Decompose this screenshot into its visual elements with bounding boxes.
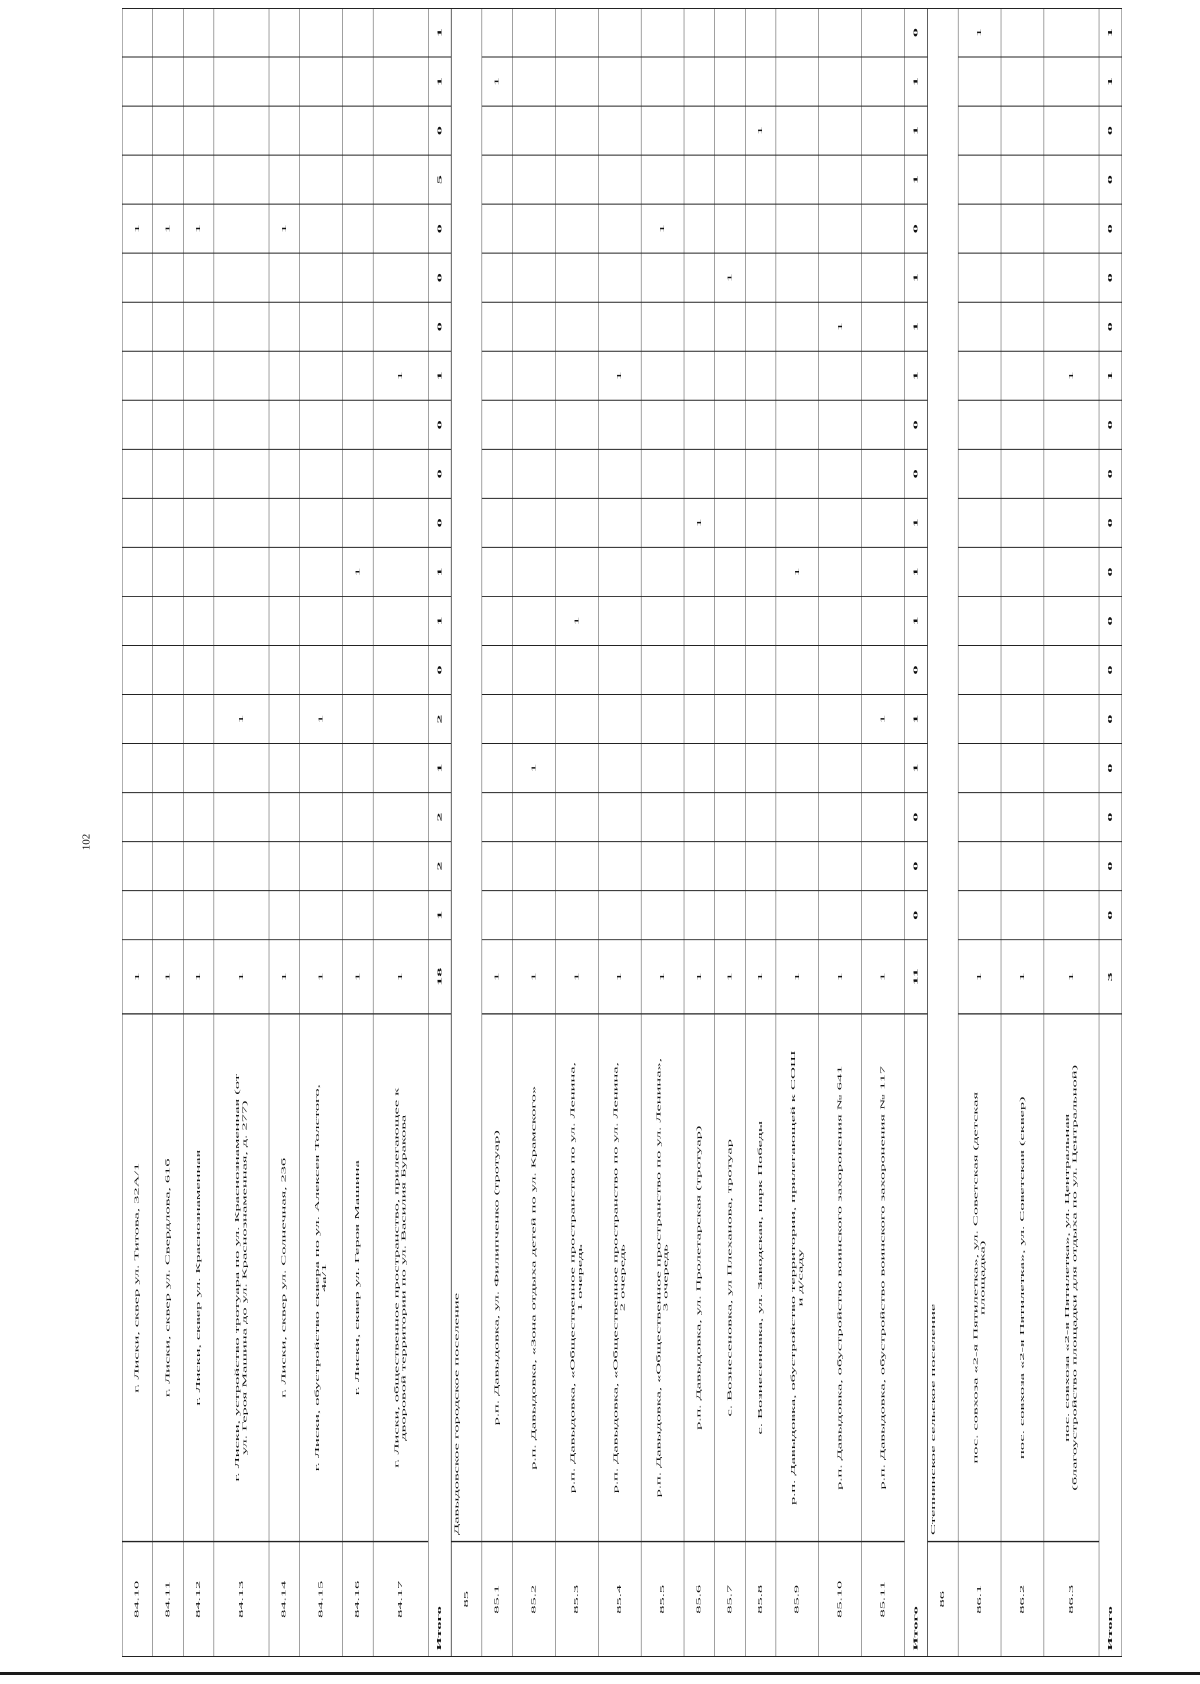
row-total: 1 [316,972,325,982]
object-name: 4а/1 [320,1263,328,1292]
itogo-value: 1 [911,273,920,283]
itogo-value: 1 [911,77,920,87]
row-mark: 1 [132,224,141,234]
row-number: 84.10 [133,1580,141,1618]
itogo-label: Итого [912,1606,919,1651]
itogo-label: Итого [435,1606,443,1651]
row-number: 85.10 [836,1580,844,1618]
row-total: 1 [353,972,361,982]
object-name: р.п. Давыдовка, «Общественное пространство по ул. Ленина», [654,1058,662,1498]
itogo-value: 1 [911,567,920,577]
row-number: 85.4 [615,1584,623,1614]
object-name: г. Лиски, общественное пространство, прилегающее к [393,1087,400,1468]
itogo-label: Итого [1106,1606,1114,1651]
row-mark: 1 [492,77,501,87]
object-name: пос. совхоза «2-я Пятилетка», ул. Центральная [1063,1113,1071,1442]
object-name: г. Лиски, сквер ул. Солнечная, 23б [280,1157,288,1398]
itogo-value: 0 [911,27,920,38]
settlement-name: Степнянское сельское поселение [929,1303,937,1535]
rotated-table [122,8,1122,1657]
cell-texts [133,8,1114,1650]
object-name: р.п. Давыдовка, «Зона отдыха детей по ул. Крамского» [529,1085,537,1470]
row-mark: 1 [878,714,887,724]
object-name: с. Вознесеновка, ул Плеханова, тротуар [725,1139,733,1417]
itogo-value: 1 [435,27,443,38]
row-number: 86.2 [1018,1584,1026,1614]
object-name: 2 очередь [619,1244,627,1312]
row-total: 1 [975,972,983,982]
object-name: пос. совхоза «2-я Пятилетка», ул. Советская (детская [971,1091,979,1464]
itogo-total: 11 [911,968,920,986]
row-number: 84.17 [396,1580,404,1618]
row-mark: 1 [615,371,623,381]
row-mark: 1 [572,616,580,626]
row-number: 85.11 [879,1581,886,1618]
itogo-value: 0 [435,224,443,234]
itogo-value: 0 [1106,910,1114,920]
row-mark: 1 [695,518,703,528]
settlement-number: 85 [462,1591,470,1608]
row-mark: 1 [396,371,404,381]
object-name: площадка) [979,1240,987,1315]
row-total: 1 [396,972,404,982]
itogo-value: 1 [911,371,920,381]
itogo-value: 0 [1106,420,1114,430]
itogo-value: 0 [1106,665,1114,675]
itogo-value: 1 [911,518,920,528]
row-total: 1 [529,972,537,982]
row-total: 1 [1018,972,1026,982]
itogo-value: 0 [435,420,443,430]
row-number: 84.16 [353,1580,361,1618]
itogo-value: 1 [911,616,920,626]
object-name: р.п. Давыдовка, обустройство воинского захоронения № 641 [836,1065,844,1490]
row-total: 1 [237,972,245,982]
itogo-total: 18 [435,967,443,986]
row-total: 1 [492,972,501,982]
object-name: 3 очередь [662,1244,670,1312]
itogo-value: 0 [1106,175,1114,185]
itogo-value: 0 [435,518,443,528]
itogo-value: 1 [911,714,920,724]
itogo-value: 1 [1106,27,1114,38]
itogo-value: 2 [435,812,443,822]
itogo-value: 0 [1106,224,1114,234]
object-name: р.п. Давыдовка, обустройство воинского захоронения № 117 [879,1065,886,1490]
row-total: 1 [793,972,801,982]
scan-edge-line [0,1672,1200,1675]
row-number: 84.15 [317,1580,324,1618]
row-number: 86.1 [975,1584,983,1614]
row-number: 84.11 [163,1581,171,1618]
itogo-value: 1 [435,910,443,920]
itogo-value: 2 [435,861,443,871]
row-number: 85.9 [793,1584,801,1614]
itogo-value: 0 [911,861,920,871]
row-total: 1 [615,972,623,982]
itogo-value: 0 [435,469,443,479]
row-total: 1 [695,972,703,982]
itogo-value: 1 [1106,77,1114,87]
itogo-value: 1 [911,175,920,185]
row-total: 1 [756,972,764,982]
row-total: 1 [725,972,733,982]
row-mark: 1 [756,126,764,136]
object-name: г. Лиски, сквер ул. Титова, 32А/1 [133,1162,141,1393]
settlement-name: Давыдовское городское поселение [453,1292,461,1535]
row-total: 1 [280,972,288,982]
itogo-value: 1 [911,322,920,332]
row-mark: 1 [725,273,733,283]
row-number: 86.3 [1067,1584,1075,1614]
object-name: г. Лиски, обустройство сквера по ул. Алексея Толстого, [313,1084,321,1472]
row-mark: 1 [163,224,171,234]
itogo-value: 0 [1106,763,1114,773]
row-number: 85.8 [756,1584,764,1614]
row-mark: 1 [975,27,983,38]
object-name: и д/саду [797,1249,804,1307]
row-total: 1 [878,972,887,982]
row-mark: 1 [793,567,801,577]
object-name: г. Лиски, устройство тротуара по ул. Краснознаменная (от [233,1073,241,1482]
itogo-value: 1 [435,371,443,381]
itogo-value: 0 [911,469,920,479]
row-mark: 1 [658,224,666,234]
row-mark: 1 [316,714,325,724]
itogo-value: 5 [435,175,443,185]
itogo-value: 0 [435,322,443,332]
object-name: р.п. Давыдовка, ул. Филипченко (тротуар) [493,1130,501,1426]
object-name: р.п. Давыдовка, обустройство территории, прилегающей к СОШ [789,1050,797,1505]
itogo-value: 0 [911,812,920,822]
object-name: 1 очередь [576,1244,584,1312]
row-total: 1 [658,972,666,982]
itogo-value: 0 [1106,469,1114,479]
itogo-value: 0 [911,665,920,675]
row-number: 85.2 [529,1584,537,1614]
row-mark: 1 [280,224,288,234]
itogo-value: 0 [1106,567,1114,577]
row-number: 85.5 [658,1584,666,1614]
object-name: (благоустройство площадки для отдыха по ул. Центральной) [1071,1064,1078,1491]
object-name: р.п. Давыдовка, ул. Пролетарская (тротуар) [695,1125,703,1430]
itogo-value: 0 [1106,616,1114,626]
row-number: 84.13 [237,1580,245,1618]
itogo-value: 0 [911,420,920,430]
row-number: 84.12 [194,1580,202,1618]
itogo-value: 1 [911,126,920,136]
row-number: 85.7 [725,1584,733,1614]
row-total: 1 [163,972,171,982]
row-mark: 1 [529,763,537,773]
itogo-value: 0 [1106,518,1114,528]
row-number: 84.14 [280,1580,288,1618]
row-mark: 1 [835,322,844,332]
row-total: 1 [194,972,202,982]
row-number: 85.1 [493,1584,501,1614]
itogo-value: 1 [911,763,920,773]
itogo-value: 1 [435,616,443,626]
object-name: р.п. Давыдовка, «Общественное пространство по ул. Ленина, [612,1062,619,1494]
itogo-value: 0 [1106,273,1114,283]
row-number: 85.6 [695,1584,703,1614]
itogo-value: 1 [435,763,443,773]
row-mark: 1 [1067,371,1075,381]
row-mark: 1 [353,567,361,577]
object-name: ул. Героя Машина до ул. Краснознаменная, д. 277) [241,1100,248,1455]
itogo-value: 0 [435,126,443,136]
object-name: дворовой территории по ул. Василия Буракова [400,1114,408,1441]
itogo-value: 1 [435,77,443,87]
row-mark: 1 [237,714,245,724]
object-name: р.п. Давыдовка, «Общественное пространство по ул. Ленина, [569,1062,577,1494]
itogo-value: 1 [1106,371,1114,381]
itogo-value: 0 [1106,322,1114,332]
object-name: г. Лиски, сквер ул. Свердлова, 61б [163,1158,171,1398]
row-total: 1 [132,972,141,982]
settlement-number: 86 [938,1591,946,1608]
row-number: 85.3 [572,1584,580,1614]
row-total: 1 [572,972,580,982]
object-name: г. Лиски, сквер ул. Героя Машина [353,1160,361,1396]
page-number: 102 [80,833,93,851]
itogo-value: 2 [435,714,443,724]
itogo-value: 0 [1106,714,1114,724]
itogo-value: 0 [1106,861,1114,871]
itogo-value: 1 [435,567,443,577]
itogo-value: 0 [435,273,443,283]
itogo-value: 0 [911,224,920,234]
object-name: с. Вознесеновка, ул. Заводская, парк Победы [756,1120,764,1435]
object-name: пос. совхоза «2-я Пятилетка», ул. Советская (сквер) [1018,1096,1026,1460]
itogo-value: 0 [1106,126,1114,136]
row-total: 1 [1067,972,1075,982]
itogo-value: 0 [435,665,443,675]
itogo-value: 0 [1106,812,1114,822]
table-svg [122,8,1122,1657]
row-mark: 1 [194,224,202,234]
itogo-value: 0 [911,910,920,920]
object-name: г. Лиски, сквер ул. Краснознаменная [194,1149,202,1406]
itogo-total: 3 [1106,972,1114,982]
row-total: 1 [835,972,844,982]
